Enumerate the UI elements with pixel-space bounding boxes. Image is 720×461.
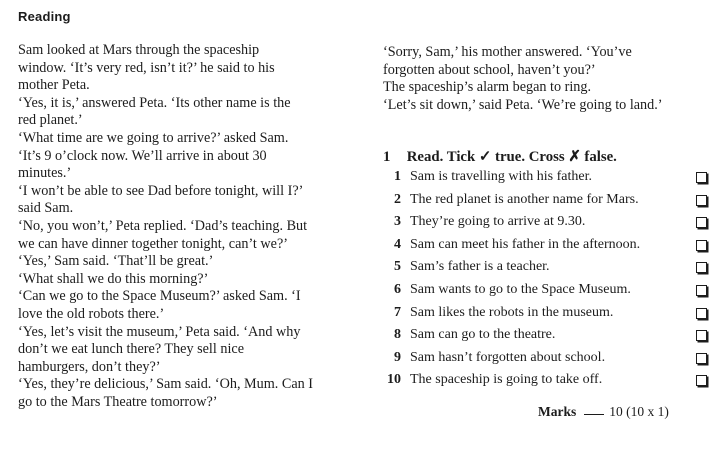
story-line: ‘It’s 9 o’clock now. We’ll arrive in about 30: [18, 147, 267, 164]
story-column-left: [18, 42, 373, 411]
story-line: ‘Yes, they’re delicious,’ Sam said. ‘Oh, Mum. Can I: [18, 376, 314, 393]
exercise-items: [383, 166, 713, 392]
story-line: window. ‘It’s very red, isn’t it?’ he said to his: [18, 59, 275, 76]
story-line: ‘Let’s sit down,’ said Peta. ‘We’re going to land.’: [383, 96, 663, 113]
story-line: said Sam.: [18, 200, 74, 217]
answer-checkbox[interactable]: [696, 353, 707, 364]
answer-checkbox[interactable]: [696, 308, 707, 319]
story-line: Sam looked at Mars through the spaceship: [18, 42, 260, 58]
story-column-right: [383, 44, 713, 114]
exercise-item: [383, 234, 713, 257]
item-number: 2: [394, 191, 401, 207]
item-number: 8: [394, 327, 401, 343]
item-statement: Sam’s father is a teacher.: [410, 259, 550, 275]
item-statement: Sam can meet his father in the afternoon.: [410, 236, 641, 252]
section-heading: Reading: [18, 9, 71, 24]
story-line: ‘What shall we do this morning?’: [18, 270, 209, 287]
story-line: ‘No, you won’t,’ Peta replied. ‘Dad’s teaching. But: [18, 217, 308, 234]
exercise-title: [383, 148, 617, 166]
exercise-item: [383, 211, 713, 234]
item-number: 6: [394, 281, 401, 297]
story-line: hamburgers, don’t they?’: [18, 358, 161, 375]
story-line: The spaceship’s alarm began to ring.: [383, 79, 592, 96]
answer-checkbox[interactable]: [696, 285, 707, 296]
exercise-item: [383, 347, 713, 370]
story-line: mother Peta.: [18, 77, 90, 94]
story-line: forgotten about school, haven’t you?’: [383, 61, 596, 78]
answer-checkbox[interactable]: [696, 172, 707, 183]
answer-checkbox[interactable]: [696, 330, 707, 341]
item-statement: Sam wants to go to the Space Museum.: [410, 281, 631, 297]
item-number: 9: [394, 349, 401, 365]
story-line: ‘What time are we going to arrive?’ asked Sam.: [18, 129, 289, 146]
exercise-item: [383, 189, 713, 212]
story-line: minutes.’: [18, 165, 72, 182]
item-statement: Sam can go to the theatre.: [410, 327, 556, 343]
story-line: red planet.’: [18, 112, 83, 129]
story-line: don’t we eat lunch there? They sell nice: [18, 341, 244, 358]
marks-blank[interactable]: [584, 414, 604, 415]
story-line: we can have dinner together tonight, can’t we?’: [18, 235, 288, 252]
exercise-item: [383, 302, 713, 325]
exercise-item: [383, 369, 713, 392]
story-line: love the old robots there.’: [18, 305, 165, 322]
answer-checkbox[interactable]: [696, 262, 707, 273]
item-number: 3: [394, 214, 401, 230]
answer-checkbox[interactable]: [696, 217, 707, 228]
exercise-item: [383, 256, 713, 279]
exercise-item: [383, 324, 713, 347]
item-number: 1: [394, 169, 401, 184]
item-statement: Sam likes the robots in the museum.: [410, 304, 614, 320]
exercise-item: [383, 166, 713, 189]
item-number: 4: [394, 236, 401, 252]
answer-checkbox[interactable]: [696, 375, 707, 386]
item-number: 7: [394, 304, 401, 320]
story-line: ‘Sorry, Sam,’ his mother answered. ‘You’ve: [383, 44, 632, 60]
story-line: ‘Can we go to the Space Museum?’ asked Sam. ‘I: [18, 288, 301, 305]
exercise-number: 1: [383, 149, 391, 165]
item-statement: Sam is travelling with his father.: [410, 169, 592, 184]
story-line: ‘Yes, it is,’ answered Peta. ‘Its other name is the: [18, 94, 291, 111]
exercise-instruction: Read. Tick ✓ true. Cross ✗ false.: [406, 149, 617, 165]
marks-line: [538, 404, 669, 420]
item-number: 10: [387, 372, 401, 388]
story-line: ‘I won’t be able to see Dad before tonight, will I?’: [18, 182, 304, 199]
item-statement: They’re going to arrive at 9.30.: [410, 214, 586, 230]
marks-label: Marks: [538, 404, 577, 419]
story-line: ‘Yes, let’s visit the museum,’ Peta said. ‘And why: [18, 323, 301, 340]
item-statement: The spaceship is going to take off.: [410, 372, 603, 388]
story-line: go to the Mars Theatre tomorrow?’: [18, 393, 218, 410]
story-line: ‘Yes,’ Sam said. ‘That’ll be great.’: [18, 253, 214, 270]
item-statement: The red planet is another name for Mars.: [410, 191, 639, 207]
answer-checkbox[interactable]: [696, 195, 707, 206]
item-statement: Sam hasn’t forgotten about school.: [410, 349, 606, 365]
marks-total: 10 (10 x 1): [609, 404, 669, 419]
item-number: 5: [394, 259, 401, 275]
exercise-item: [383, 279, 713, 302]
answer-checkbox[interactable]: [696, 240, 707, 251]
